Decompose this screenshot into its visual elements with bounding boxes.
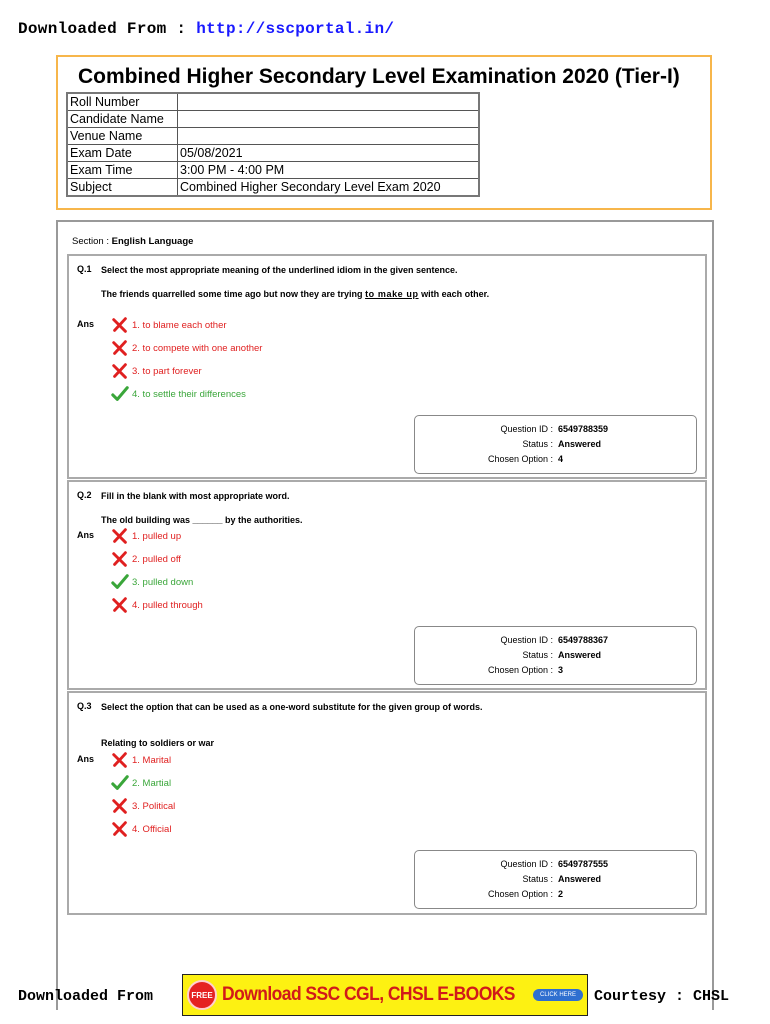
question-id-label: Question ID :: [500, 635, 553, 645]
question-card-2: [67, 480, 707, 690]
cross-icon: [111, 596, 129, 614]
question-id-label: Question ID :: [500, 859, 553, 869]
courtesy-text: Courtesy : CHSL: [594, 988, 730, 1005]
click-here-button[interactable]: CLICK HERE: [533, 989, 583, 1001]
status-label: Status :: [522, 650, 553, 660]
option-item: [111, 315, 227, 335]
option-text: 4. Official: [132, 823, 172, 835]
option-item-correct: [111, 384, 246, 404]
option-item: [111, 549, 181, 569]
status-label: Status :: [522, 874, 553, 884]
info-label: Candidate Name: [67, 111, 178, 128]
option-item: [111, 338, 262, 358]
info-row: [67, 93, 479, 111]
option-text: 4. to settle their differences: [132, 388, 246, 400]
info-row: [67, 111, 479, 128]
option-text: 2. to compete with one another: [132, 342, 263, 354]
free-badge: FREE: [187, 980, 217, 1010]
download-source-prefix: Downloaded From :: [18, 20, 197, 38]
sentence-before: The friends quarrelled some time ago but now they are trying: [101, 289, 366, 299]
cross-icon: [111, 339, 129, 357]
option-text: 2. pulled off: [132, 553, 181, 565]
cross-icon: [111, 550, 129, 568]
question-meta-box: [414, 850, 697, 909]
question-text: Fill in the blank with most appropriate word.: [101, 491, 290, 501]
candidate-info-table: [66, 92, 480, 197]
cross-icon: [111, 751, 129, 769]
answer-label: Ans: [77, 754, 95, 764]
chosen-option-label: Chosen Option :: [487, 454, 553, 464]
option-item-correct: [111, 572, 193, 592]
option-text: 2. Martial: [132, 777, 172, 789]
cross-icon: [111, 316, 129, 334]
option-text: 1. Marital: [132, 754, 172, 766]
sentence-after: with each other.: [418, 289, 490, 299]
underlined-idiom: to make up: [365, 289, 419, 299]
info-value: Combined Higher Secondary Level Exam 2020: [178, 179, 480, 197]
option-text: 1. to blame each other: [132, 319, 227, 331]
option-text: 3. Political: [132, 800, 176, 812]
option-text: 3. pulled down: [132, 576, 194, 588]
option-item: [111, 819, 171, 839]
check-icon: [111, 573, 129, 591]
check-icon: [111, 385, 129, 403]
info-value: [178, 93, 480, 111]
status-value: Answered: [558, 650, 602, 660]
chosen-option-label: Chosen Option :: [487, 665, 553, 675]
question-number: Q.1: [77, 264, 92, 274]
ebook-download-banner[interactable]: [182, 974, 588, 1016]
question-meta-box: [414, 415, 697, 474]
exam-title: Combined Higher Secondary Level Examination 2020 (Tier-I): [78, 65, 680, 88]
option-text: 1. pulled up: [132, 530, 182, 542]
question-id-value: 6549788359: [558, 424, 609, 434]
info-row: [67, 145, 479, 162]
sscportal-link[interactable]: http://sscportal.in/: [196, 20, 395, 38]
section-heading: [72, 236, 193, 247]
bottom-download-source: Downloaded From: [18, 988, 154, 1005]
chosen-option-value: 2: [558, 889, 564, 899]
cross-icon: [111, 527, 129, 545]
question-meta-box: [414, 626, 697, 685]
section-name: English Language: [111, 236, 194, 247]
chosen-option-value: 3: [558, 665, 564, 675]
option-text: 4. pulled through: [132, 599, 203, 611]
question-number: Q.3: [77, 701, 92, 711]
question-sentence: [101, 288, 521, 300]
question-paper-frame: [56, 220, 714, 1010]
option-text: 3. to part forever: [132, 365, 202, 377]
chosen-option-label: Chosen Option :: [487, 889, 553, 899]
answer-label: Ans: [77, 319, 95, 329]
info-label: Roll Number: [67, 93, 178, 111]
option-item: [111, 796, 175, 816]
question-text: Select the most appropriate meaning of the underlined idiom in the given sentence.: [101, 265, 458, 275]
option-item-correct: [111, 773, 171, 793]
download-source-line: [18, 20, 394, 38]
info-label: Exam Date: [67, 145, 178, 162]
question-card-1: [67, 254, 707, 479]
question-number: Q.2: [77, 490, 92, 500]
cross-icon: [111, 797, 129, 815]
info-label: Subject: [67, 179, 178, 197]
section-prefix: Section :: [72, 236, 112, 247]
banner-text: Download SSC CGL, CHSL E-BOOKS: [222, 984, 515, 1005]
info-value: 05/08/2021: [178, 145, 480, 162]
option-item: [111, 361, 202, 381]
option-item: [111, 526, 181, 546]
question-id-label: Question ID :: [500, 424, 553, 434]
question-sentence: Relating to soldiers or war: [101, 738, 215, 748]
chosen-option-value: 4: [558, 454, 564, 464]
cross-icon: [111, 362, 129, 380]
info-label: Exam Time: [67, 162, 178, 179]
question-id-value: 6549788367: [558, 635, 609, 645]
option-item: [111, 595, 203, 615]
answer-label: Ans: [77, 530, 95, 540]
info-value: 3:00 PM - 4:00 PM: [178, 162, 480, 179]
info-label: Venue Name: [67, 128, 178, 145]
check-icon: [111, 774, 129, 792]
question-text: Select the option that can be used as a one-word substitute for the given group of words.: [101, 702, 483, 712]
status-value: Answered: [558, 439, 602, 449]
info-row: [67, 179, 479, 197]
info-row: [67, 128, 479, 145]
question-id-value: 6549787555: [558, 859, 609, 869]
question-card-3: [67, 691, 707, 915]
question-sentence: The old building was ______ by the authorities.: [101, 515, 303, 525]
info-value: [178, 111, 480, 128]
option-item: [111, 750, 171, 770]
status-label: Status :: [522, 439, 553, 449]
exam-header-box: [56, 55, 712, 210]
status-value: Answered: [558, 874, 602, 884]
cross-icon: [111, 820, 129, 838]
info-value: [178, 128, 480, 145]
info-row: [67, 162, 479, 179]
